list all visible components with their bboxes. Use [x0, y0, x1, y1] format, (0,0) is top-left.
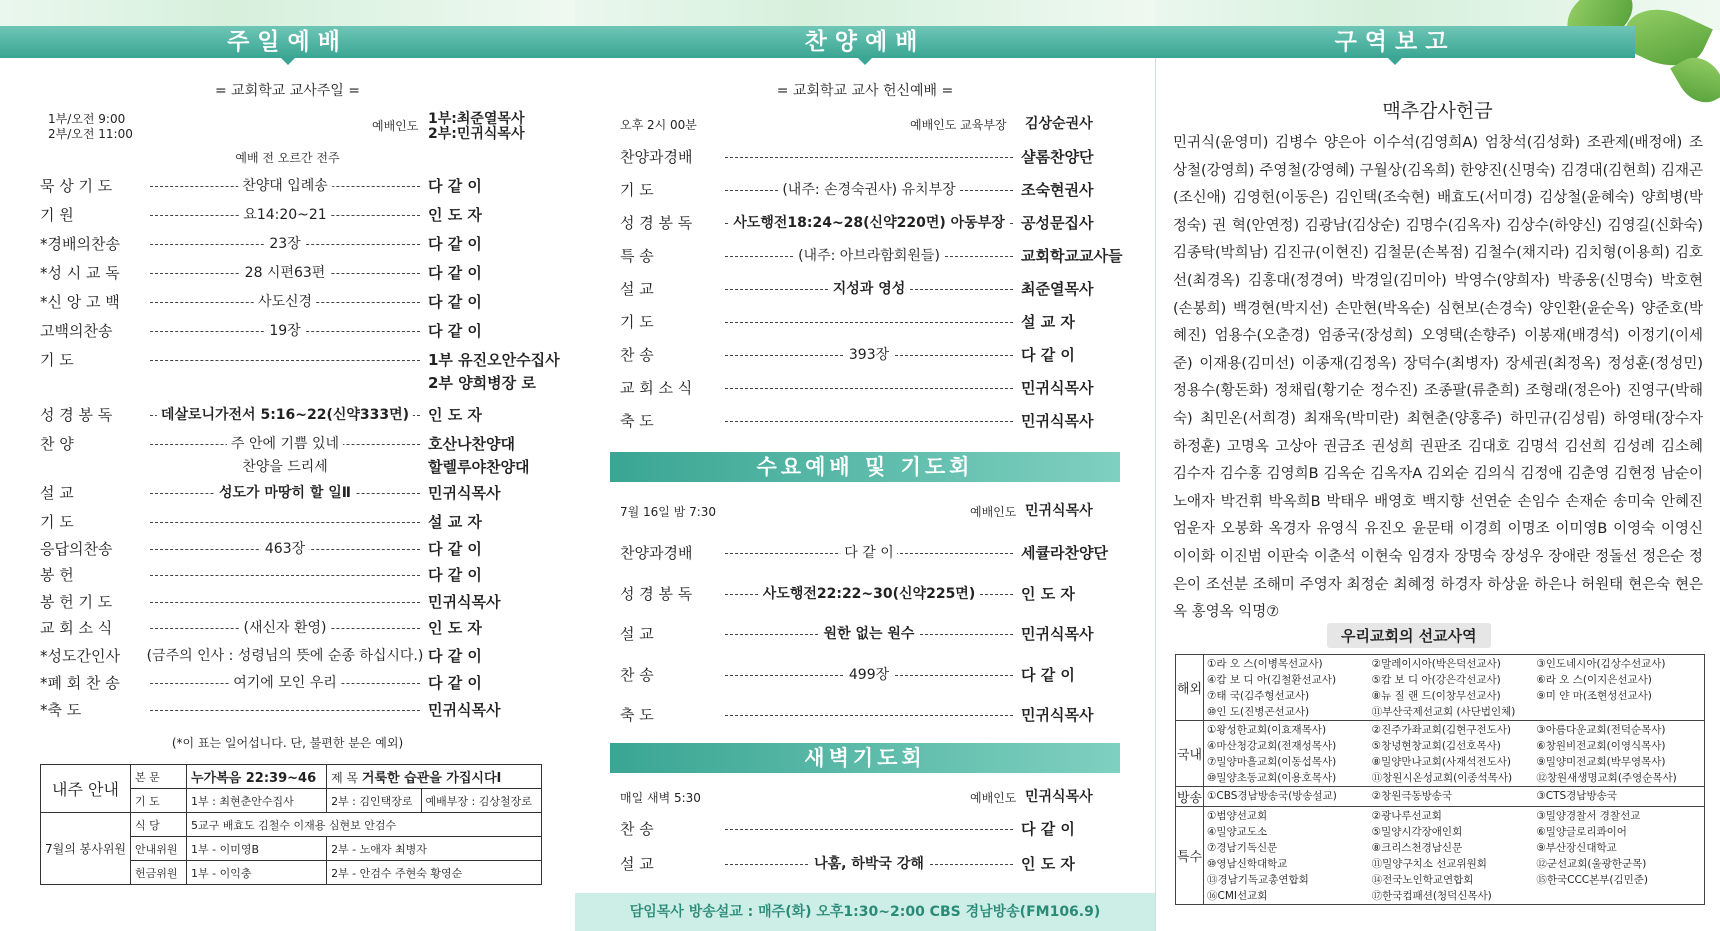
mission-entry: ⑩밀양초동교회(이용호목사): [1207, 772, 1337, 784]
praise-item-row: [575, 278, 1155, 300]
sunday-item-label: 교 회 소 식: [40, 619, 113, 637]
praise-item-label: 축 도: [620, 412, 654, 430]
sunday-item-content: 데살로니가전서 5:16~22(신약333면): [157, 404, 413, 424]
offering-title: 맥추감사헌금: [1382, 100, 1493, 122]
food-text: 5교구 배효도 김철수 이재용 심현보 안검수: [187, 813, 542, 837]
leader-dashes: [725, 157, 1013, 158]
mission-entry: ②광나루선교회: [1371, 810, 1442, 822]
organ-prelude: 예배 전 오르간 전주: [235, 151, 340, 165]
sunday-item-row: [0, 456, 575, 478]
wednesday-time: 7월 16일 밤 7:30: [620, 505, 717, 519]
sunday-item-person: 민귀식목사: [428, 701, 501, 719]
mission-section-label: 국내: [1176, 721, 1204, 786]
prayer-2: 2부 : 김인택장로: [327, 789, 421, 813]
broadcast-footer: 담임목사 방송설교 : 매주(화) 오후1:30~2:00 CBS 경남방송(FM106.9): [575, 893, 1155, 931]
sunday-item-label: 묵 상 기 도: [40, 177, 113, 195]
sunday-item-row: [0, 320, 575, 342]
sunday-item-person: 인 도 자: [428, 619, 482, 637]
praise-subtitle: = 교회학교 교사 헌신예배 =: [776, 83, 954, 99]
standing-note: (*이 표는 일어섭니다. 단, 불편한 분은 예외): [171, 736, 404, 750]
prayer-label: 기 도: [131, 789, 187, 813]
sunday-service-panel: [0, 0, 575, 931]
leader-dashes: [150, 522, 420, 523]
mission-entry: ⑧뉴 질 랜 드(이창무선교사): [1371, 690, 1501, 702]
wednesday-item-person: 세큘라찬양단: [1021, 544, 1108, 562]
sunday-item-row: [0, 645, 575, 667]
praise-item-person: 민귀식목사: [1021, 412, 1094, 430]
sunday-item-content: 28 시편63편: [241, 262, 330, 282]
wednesday-item-content: 다 같 이: [840, 542, 897, 562]
leader-dashes: [725, 388, 1013, 389]
sunday-item-content: 463장: [261, 538, 309, 558]
mission-table: [1175, 654, 1705, 905]
mission-entry: ⑦경남기독신문: [1207, 842, 1278, 854]
sunday-item-person: 다 같 이: [428, 647, 482, 665]
mission-section-label: 특수: [1176, 807, 1204, 904]
mission-entry: ⑩인 도(진병곤선교사): [1207, 706, 1310, 718]
mission-entry: ⑩영남신학대학교: [1207, 858, 1288, 870]
prayer-1: 1부 : 최현춘안수집사: [187, 789, 327, 813]
praise-item-row: [575, 311, 1155, 333]
praise-item-row: [575, 245, 1155, 267]
mission-entry: ②진주가좌교회(김현구전도사): [1371, 724, 1511, 736]
praise-item-label: 찬 송: [620, 346, 654, 364]
sunday-item-row: [0, 291, 575, 313]
mission-entry: ①왕성한교회(이효재목사): [1207, 724, 1327, 736]
sunday-item-person: 민귀식목사: [428, 484, 501, 502]
sunday-item-row: [0, 482, 575, 504]
mission-entry: ⑦태 국(김주형선교사): [1207, 690, 1310, 702]
sunday-item-label: 기 원: [40, 206, 74, 224]
mission-entry: ④밀양교도소: [1207, 826, 1268, 838]
praise-leader-label: 예배인도 교육부장: [910, 118, 1007, 132]
dawn-item-label: 찬 송: [620, 820, 654, 838]
mission-entry: ⑪부산국제선교회 (사단법인체): [1371, 706, 1516, 718]
sermon-label: 본 문: [131, 765, 187, 789]
mission-section-label: 방송: [1176, 787, 1204, 806]
leader-dashes: [150, 602, 420, 603]
mission-section-label: 해외: [1176, 655, 1204, 720]
mission-entry: ④마산청강교회(전재성목사): [1207, 740, 1337, 752]
wednesday-item-label: 찬양과경배: [620, 544, 693, 562]
wednesday-item-row: [575, 542, 1155, 564]
praise-header: 찬양예배: [575, 26, 1155, 58]
mission-entry: ⑯CMI선교회: [1207, 890, 1268, 902]
wednesday-item-label: 축 도: [620, 706, 654, 724]
praise-item-row: [575, 179, 1155, 201]
mission-entry: ⑥창원비전교회(이영식목사): [1536, 740, 1666, 752]
praise-item-person: 공성문집사: [1021, 214, 1094, 232]
guide-label: 안내위원: [131, 837, 187, 861]
mission-entry: ⑤캄 보 디 아(강은각선교사): [1371, 674, 1501, 686]
mission-entry: ⑤밀양시각장애인회: [1371, 826, 1463, 838]
sunday-item-label: 고백의찬송: [40, 322, 113, 340]
dawn-item-person: 다 같 이: [1021, 820, 1075, 838]
wednesday-header: 수요예배 및 기도회: [610, 452, 1120, 482]
wednesday-item-person: 민귀식목사: [1021, 625, 1094, 643]
sunday-item-person: 민귀식목사: [428, 593, 501, 611]
district-report-panel: [1155, 0, 1720, 931]
dawn-item-person: 인 도 자: [1021, 855, 1075, 873]
praise-item-person: 조숙현권사: [1021, 181, 1094, 199]
praise-item-row: [575, 146, 1155, 168]
sunday-item-label: 성 경 봉 독: [40, 406, 113, 424]
mission-section: [1176, 721, 1704, 787]
wednesday-item-row: [575, 704, 1155, 726]
sunday-item-row: [0, 538, 575, 560]
praise-item-content: 사도행전18:24~28(신약220면) 아동부장: [729, 212, 1008, 232]
sunday-item-row: [0, 233, 575, 255]
offering-list: 민귀식(윤영미) 김병수 양은아 이수석(김영희A) 엄창석(김성화) 조관제(배정애) 조상철(강영희) 주영철(강영혜) 구월상(김옥희) 한양진(신명숙) 김경대(김현희) 김재곤(조신애) 김영헌(이동은) 김인택(조숙현) 배효도(서미경) 김상철(윤혜숙) 양희병(박정숙) 권 혁(안연정) 김광남(김상순) 김명수(김옥자) 김상수(하양신) 김영길(신화숙) 김종탁(박희남) 김진규(이현진) 김철문(손복점) 김철수(채지라) 김치형(이용희) 김호선(최경옥) 김홍대(정경여) 박경일(김미아) 박영수(양희자) 박종웅(신명숙) 박호현(손봉희) 백경현(박지선) 손만현(박옥순) 심현보(손경숙) 양인환(윤순옥) 양준호(박혜진) 엄용수(오춘경) 엄종국(장성희) 오영택(손향주) 이봉재(배경석) 이정기(이세준) 이재용(김미선) 이종재(김정옥) 장덕수(최병자) 장세권(최정옥) 정성훈(정성민) 정용수(황돈화) 정채립(황기순 정수진) 조종팔(류춘희) 조형래(정은아) 진영구(박해숙) 최민온(서희경) 최재욱(박미란) 최현춘(양홍주) 하민규(김성림) 하영태(장수자 하정훈) 고명옥 고상아 권금조 권성희 권판조 김대호 김명석 김선희 김성례 김소혜 김수자 김수홍 김영희B 김옥순 김옥자A 김외순 김의식 김정애 김춘영 김현정 남순이 노애자 박건휘 박옥희B 박태우 배영호 백지향 선연순 손임수 손재순 송미숙 안혜진 엄운자 오봉화 옥경자 유영식 유진오 윤문태 이경희 이명조 이미영B 이영숙 이영신 이이화 이진범 이판숙 이춘석 이현숙 임경자 장명숙 장성우 장애란 정돌선 정은순 정은이 조선분 조해미 주영자 최정순 최혜정 하경자 하상윤 하은나 허원태 현은숙 현은옥 홍영옥 익명⑦: [1173, 135, 1703, 621]
praise-item-row: [575, 212, 1155, 234]
sunday-item-row: [0, 564, 575, 586]
sunday-item-person: 다 같 이: [428, 674, 482, 692]
sunday-item-row: [0, 672, 575, 694]
sunday-item-person: 인 도 자: [428, 206, 482, 224]
dawn-item-label: 설 교: [620, 855, 654, 873]
wednesday-item-content: 사도행전22:22~30(신약225면): [759, 583, 979, 603]
sunday-item-person: 다 같 이: [428, 322, 482, 340]
mission-entry: ⑧크리스천경남신문: [1371, 842, 1463, 854]
sunday-item-person: 다 같 이: [428, 177, 482, 195]
dawn-leader: 민귀식목사: [1025, 789, 1093, 805]
mission-entry: ⑫군선교회(울광한군목): [1536, 858, 1647, 870]
volunteer-month: 7월의 봉사위원: [41, 813, 131, 885]
mission-section: [1176, 787, 1704, 807]
praise-item-row: [575, 377, 1155, 399]
mission-entry: ①CBS경남방송국(방송설교): [1207, 790, 1337, 802]
sunday-item-label: 기 도: [40, 513, 74, 531]
leader-dashes: [725, 715, 1013, 716]
mission-entry: ③CTS경남방송국: [1536, 790, 1617, 802]
mission-entry: ②말레이시아(박은덕선교사): [1371, 658, 1501, 670]
mission-entry: ⑨미 얀 마(조현성선교사): [1536, 690, 1652, 702]
mission-entry: ①라 오 스(이병목선교사): [1207, 658, 1323, 670]
sermon-text: 누가복음 22:39~46: [187, 765, 327, 789]
wednesday-item-row: [575, 623, 1155, 645]
service-time-1: 1부/오전 9:00: [48, 112, 126, 126]
praise-item-person: 설 교 자: [1021, 313, 1075, 331]
mission-entry: [1536, 704, 1701, 719]
prayer-3: 예배부장 : 김상철장로: [421, 789, 541, 813]
sunday-item-row: [0, 511, 575, 533]
sunday-item-label: 설 교: [40, 484, 74, 502]
title-text: 거룩한 습관을 가집시다Ⅰ: [361, 771, 502, 786]
mission-entry: ⑨부산장신대학교: [1536, 842, 1617, 854]
mission-entry: ①범양선교회: [1207, 810, 1268, 822]
sunday-item-person: 1부 유진오안수집사: [428, 351, 560, 369]
sunday-item-content: 주 안에 기쁨 있네: [227, 433, 343, 453]
leader-dashes: [725, 421, 1013, 422]
guide-2: 2부 - 노애자 최병자: [327, 837, 542, 861]
wednesday-item-label: 설 교: [620, 625, 654, 643]
sunday-item-label: *경배의찬송: [40, 235, 120, 253]
sunday-item-row: [0, 349, 575, 371]
mission-entry: ⑥밀양글로리콰이어: [1536, 826, 1627, 838]
praise-item-label: 교 회 소 식: [620, 379, 693, 397]
mission-entry: ⑰한국컴패션(청덕신목사): [1371, 890, 1492, 902]
praise-service-panel: [575, 0, 1155, 931]
mission-entry: ⑪창원시온성교회(이종석목사): [1371, 772, 1513, 784]
sunday-item-row: [0, 372, 575, 394]
mission-entry: ⑮한국CCC본부(김민준): [1536, 874, 1649, 886]
praise-item-content: 393장: [845, 344, 893, 364]
sunday-item-row: [0, 262, 575, 284]
sunday-item-label: 찬 양: [40, 435, 74, 453]
sunday-item-label: *성 시 교 독: [40, 264, 120, 282]
wednesday-item-person: 다 같 이: [1021, 665, 1075, 684]
leader-2: 2부:민귀식목사: [428, 126, 525, 142]
mission-entry: ④캄 보 디 아(김철환선교사): [1207, 674, 1337, 686]
mission-entry: ⑨밀양미전교회(박무영목사): [1536, 756, 1666, 768]
title-label: 제 목: [331, 771, 359, 785]
service-time-2: 2부/오전 11:00: [48, 127, 133, 141]
praise-item-person: 다 같 이: [1021, 346, 1075, 364]
praise-item-row: [575, 410, 1155, 432]
praise-item-content: (내주: 아브라함회원들): [794, 245, 944, 265]
praise-item-person: 최준열목사: [1021, 280, 1094, 298]
dawn-leader-label: 예배인도: [970, 791, 1017, 805]
mission-entry: ⑪밀양구치소 선교위원회: [1371, 858, 1487, 870]
leader-dashes: [150, 575, 420, 576]
praise-item-person: 샬롬찬양단: [1021, 148, 1094, 166]
sunday-item-label: *축 도: [40, 701, 82, 719]
mission-entry: ⑥라 오 스(이지은선교사): [1536, 674, 1652, 686]
mission-section: [1176, 655, 1704, 721]
mission-entry: ⑦밀양마흘교회(이동섭목사): [1207, 756, 1337, 768]
sunday-item-person: 2부 양희병장 로: [428, 374, 536, 392]
sunday-item-label: 기 도: [40, 351, 74, 369]
leader-dashes: [725, 322, 1013, 323]
sunday-item-person: 호산나찬양대: [428, 435, 515, 453]
sunday-item-content: 성도가 마땅히 할 일Ⅱ: [215, 482, 355, 502]
guide-1: 1부 - 이미영B: [187, 837, 327, 861]
offer-label: 헌금위원: [131, 861, 187, 885]
sunday-item-label: 응답의찬송: [40, 540, 113, 558]
mission-entry: ⑫창원새생명교회(주영순목사): [1536, 772, 1677, 784]
dawn-header: 새벽기도회: [610, 743, 1120, 773]
mission-entry: ③밀양경찰서 경찰선교: [1536, 810, 1641, 822]
leader-dashes: [725, 829, 1013, 830]
praise-leader: 김상순권사: [1025, 116, 1093, 132]
wednesday-leader: 민귀식목사: [1025, 503, 1093, 519]
sunday-item-content: 찬양대 입례송: [238, 175, 332, 195]
leader-dashes: [150, 360, 420, 361]
sunday-item-row: [0, 175, 575, 197]
mission-section: [1176, 807, 1704, 904]
sunday-item-label: *신 앙 고 백: [40, 293, 120, 311]
mission-entry: ⑤창녕현창교회(김선호목사): [1371, 740, 1501, 752]
leader-label: 예배인도: [372, 119, 419, 133]
sunday-item-content: 여기에 모인 우리: [229, 672, 341, 692]
sunday-item-row: [0, 404, 575, 426]
sunday-item-person: 다 같 이: [428, 235, 482, 253]
praise-item-label: 특 송: [620, 247, 654, 265]
food-label: 식 당: [131, 813, 187, 837]
sunday-item-content: 19장: [265, 320, 304, 340]
sunday-item-row: [0, 617, 575, 639]
sunday-item-row: [0, 591, 575, 613]
sunday-item-content: 요14:20~21: [239, 204, 330, 224]
leader-dashes: [150, 710, 420, 711]
praise-item-label: 기 도: [620, 181, 654, 199]
sunday-item-content: 사도신경: [254, 291, 316, 311]
sunday-subtitle: = 교회학교 교사주일 =: [214, 83, 360, 99]
offer-1: 1부 - 이익충: [187, 861, 327, 885]
praise-item-label: 찬양과경배: [620, 148, 693, 166]
sunday-item-person: 설 교 자: [428, 513, 482, 531]
sunday-item-label: *폐 회 찬 송: [40, 674, 120, 692]
sunday-header: 주일예배: [0, 26, 575, 58]
sunday-item-row: [0, 699, 575, 721]
sunday-item-label: 봉 헌 기 도: [40, 593, 113, 611]
sunday-item-label: 봉 헌: [40, 566, 74, 584]
district-header: 구역보고: [1155, 26, 1635, 58]
dawn-item-row: [575, 853, 1155, 875]
sunday-item-person: 다 같 이: [428, 264, 482, 282]
dawn-item-content: 나훔, 하박국 강해: [810, 853, 928, 873]
mission-entry: ⑧밀양만나교회(사재석전도사): [1371, 756, 1511, 768]
sunday-item-person: 다 같 이: [428, 293, 482, 311]
sunday-item-label: *성도간인사: [40, 647, 120, 665]
praise-item-label: 기 도: [620, 313, 654, 331]
mission-entry: ③아름다운교회(전덕순목사): [1536, 724, 1666, 736]
mission-entry: ⑭전국노인학교연합회: [1371, 874, 1474, 886]
dawn-item-row: [575, 818, 1155, 840]
praise-item-label: 설 교: [620, 280, 654, 298]
praise-item-label: 성 경 봉 독: [620, 214, 693, 232]
next-week-label: 내주 안내: [41, 765, 131, 813]
wednesday-item-content: 499장: [845, 664, 893, 684]
praise-item-person: 교회학교교사들: [1021, 247, 1123, 265]
next-week-table: [40, 764, 542, 885]
wednesday-item-label: 찬 송: [620, 665, 654, 684]
sunday-item-content: (새신자 환영): [240, 617, 331, 637]
praise-item-person: 민귀식목사: [1021, 379, 1094, 397]
sunday-item-person: 다 같 이: [428, 540, 482, 558]
wednesday-item-label: 성 경 봉 독: [620, 584, 693, 603]
mission-entry: ⑬경남기독교총연합회: [1207, 874, 1309, 886]
wednesday-leader-label: 예배인도: [970, 505, 1017, 519]
sunday-item-row: [0, 204, 575, 226]
offer-2: 2부 - 안검수 주현숙 황영순: [327, 861, 542, 885]
wednesday-item-row: [575, 583, 1155, 605]
praise-time: 오후 2시 00분: [620, 118, 697, 132]
wednesday-item-row: [575, 664, 1155, 686]
mission-entry: ②창원극동방송국: [1371, 790, 1453, 802]
wednesday-item-person: 민귀식목사: [1021, 706, 1094, 724]
praise-item-content: (내주: 손경숙권사) 유치부장: [778, 179, 959, 199]
wednesday-item-content: 원한 없는 원수: [820, 623, 919, 643]
mission-entry: ③인도네시아(김상수선교사): [1536, 658, 1666, 670]
leader-1: 1부:최준열목사: [428, 111, 525, 127]
mission-title: 우리교회의 선교사역: [1327, 623, 1491, 648]
sunday-item-content: 찬양을 드리세: [238, 456, 332, 476]
praise-item-content: 지성과 영성: [829, 278, 910, 298]
dawn-time: 매일 새벽 5:30: [620, 791, 701, 805]
sunday-item-content: 23장: [265, 233, 304, 253]
sunday-item-person: 다 같 이: [428, 566, 482, 584]
sunday-item-person: 할렐루야찬양대: [428, 458, 530, 476]
sunday-item-row: [0, 433, 575, 455]
sunday-item-content: (금주의 인사 : 성령님의 뜻에 순종 하십시다.): [143, 645, 428, 665]
praise-item-row: [575, 344, 1155, 366]
wednesday-item-person: 인 도 자: [1021, 584, 1075, 603]
sunday-item-person: 인 도 자: [428, 406, 482, 424]
